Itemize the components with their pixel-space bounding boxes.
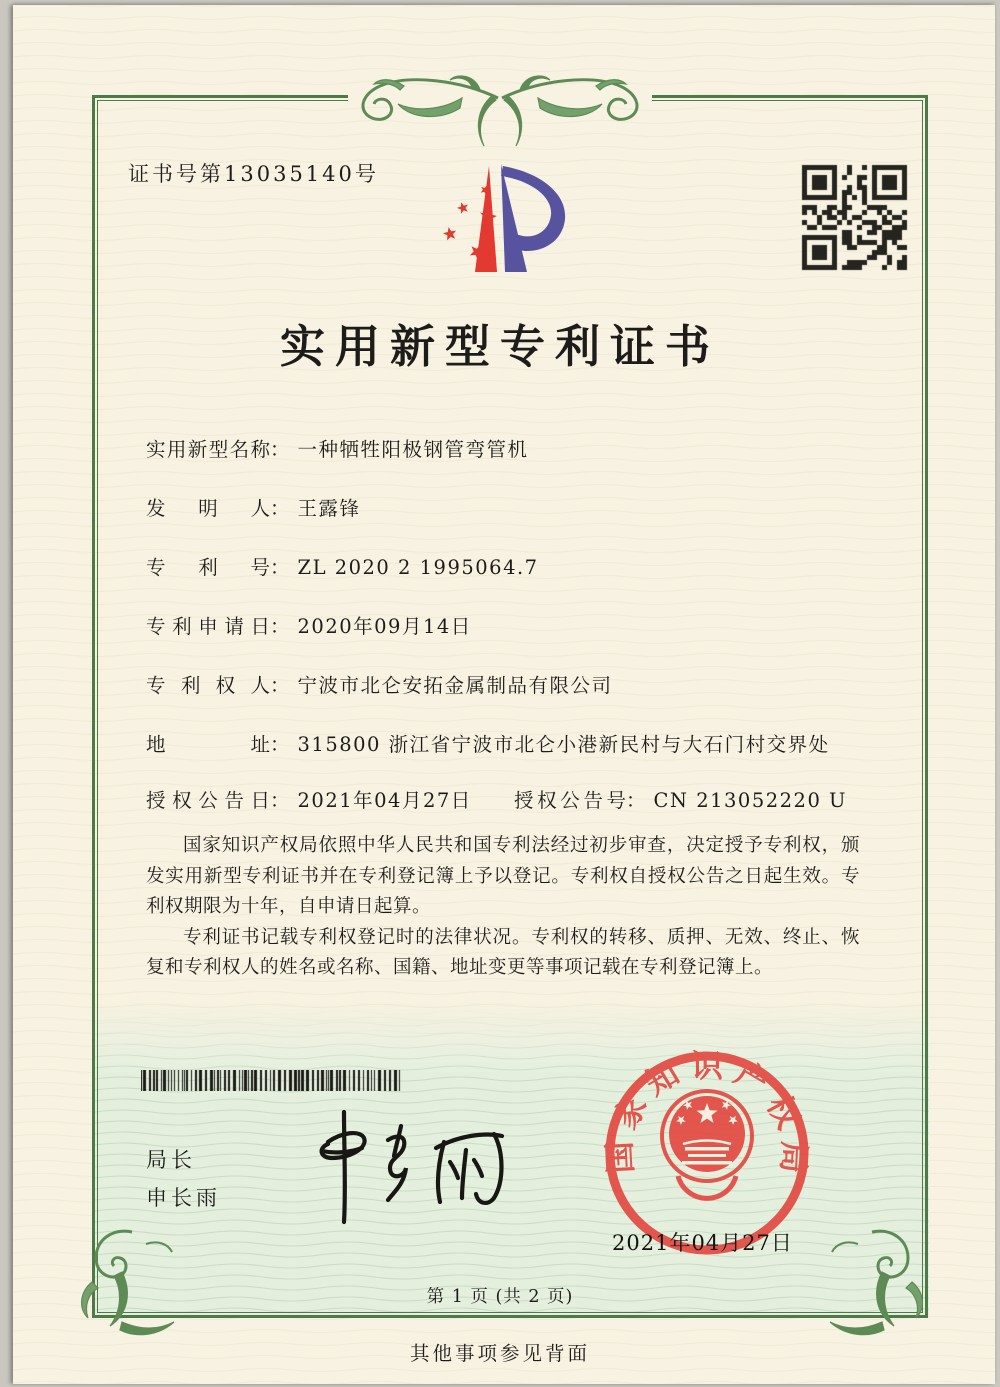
colon: ： — [270, 789, 290, 812]
grant-date-value: 2021年04月27日 — [297, 789, 472, 812]
colon: ： — [270, 556, 290, 579]
director-title: 局长 — [146, 1148, 196, 1172]
barcode — [141, 1070, 401, 1091]
field-label: 专利号 — [146, 556, 270, 579]
director-name: 申长雨 — [146, 1186, 221, 1210]
cnipa-logo-icon — [425, 152, 585, 292]
field-row-5 — [146, 715, 876, 774]
legal-paragraph-2: 专利证书记载专利权登记时的法律状况。专利权的转移、质押、无效、终止、恢复和专利权人的姓名或名称、国籍、地址变更等事项记载在专利登记簿上。 — [146, 926, 860, 978]
seal-date: 2021年04月27日 — [612, 1231, 793, 1255]
legal-text — [146, 831, 860, 984]
certificate-number: 证书号第13035140号 — [128, 162, 379, 186]
field-value: 宁波市北仑安拓金属制品有限公司 — [297, 674, 613, 697]
field-label: 专利权人 — [146, 674, 270, 697]
field-label: 实用新型名称 — [146, 438, 270, 461]
field-label: 地址 — [146, 733, 270, 756]
field-label: 发明人 — [146, 497, 270, 520]
field-value: 2020年09月14日 — [297, 615, 472, 638]
colon: ： — [270, 438, 290, 461]
field-row-1 — [146, 479, 876, 538]
colon: ： — [270, 674, 290, 697]
back-note: 其他事项参见背面 — [409, 1342, 590, 1365]
field-value: 王露锋 — [297, 497, 361, 520]
field-row-2 — [146, 538, 876, 597]
field-row-0 — [146, 420, 876, 479]
certificate-title: 实用新型专利证书 — [279, 320, 720, 373]
field-value: ZL 2020 2 1995064.7 — [297, 556, 539, 579]
director-signature-handwriting — [298, 1106, 538, 1231]
colon: ： — [270, 615, 290, 638]
grant-number-group — [514, 788, 847, 814]
grant-number-value: CN 213052220 U — [653, 789, 847, 812]
star-icon — [443, 227, 456, 240]
grant-number-label: 授权公告号 — [514, 789, 626, 812]
star-icon — [457, 202, 468, 213]
field-value: 315800 浙江省宁波市北仑小港新民村与大石门村交界处 — [297, 733, 830, 756]
colon: ： — [626, 789, 646, 812]
field-row-4 — [146, 656, 876, 715]
grant-row — [146, 788, 876, 814]
field-row-3 — [146, 597, 876, 656]
field-label: 专利申请日 — [146, 615, 270, 638]
field-value: 一种牺牲阳极钢管弯管机 — [297, 438, 529, 461]
seal-ring-text: 国家知识产权局 — [600, 1046, 814, 1175]
grant-date-label: 授权公告日 — [146, 789, 270, 812]
bottom-right-flourish-icon — [822, 1222, 942, 1342]
bottom-left-flourish-icon — [62, 1222, 182, 1342]
qr-code — [799, 162, 911, 274]
legal-paragraph-1: 国家知识产权局依照中华人民共和国专利法经过初步审查，决定授予专利权，颁发实用新型专利证书并在专利登记簿上予以登记。专利权自授权公告之日起生效。专利权期限为十年，自申请日起算。 — [146, 835, 860, 917]
field-list — [146, 420, 876, 774]
page-indicator: 第 1 页 (共 2 页) — [426, 1287, 574, 1307]
colon: ： — [270, 733, 290, 756]
colon: ： — [270, 497, 290, 520]
